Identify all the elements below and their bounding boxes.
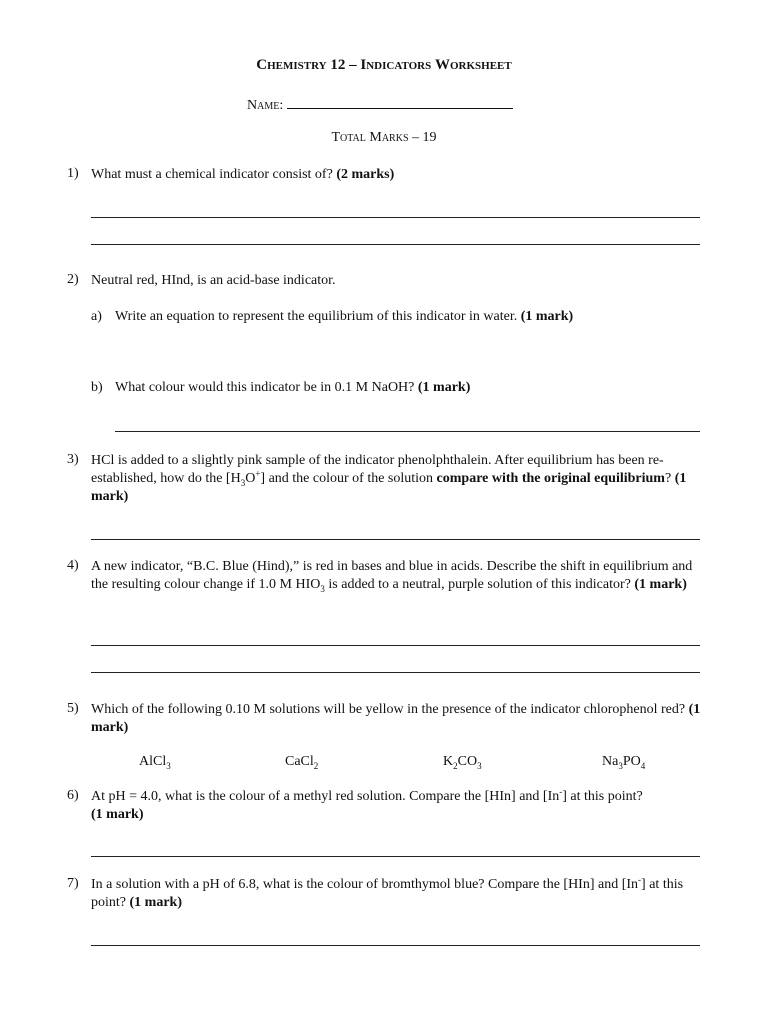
worksheet-title: Chemistry 12 – Indicators Worksheet bbox=[256, 57, 512, 73]
q6-number: 6) bbox=[67, 788, 79, 803]
q4-answer-line-1[interactable] bbox=[91, 645, 700, 646]
q7-answer-line[interactable] bbox=[91, 945, 700, 946]
total-marks: Total Marks – 19 bbox=[331, 130, 437, 145]
q1-answer-line-1[interactable] bbox=[91, 217, 700, 218]
q4-answer-line-2[interactable] bbox=[91, 672, 700, 673]
q2a-label: a) bbox=[91, 309, 102, 324]
name-field bbox=[247, 94, 513, 114]
q6-text: At pH = 4.0, what is the colour of a methyl red solution. Compare the [HIn] and [In-] at this point? (1 mark) bbox=[91, 786, 643, 822]
q3-number: 3) bbox=[67, 452, 79, 467]
q5-text: Which of the following 0.10 M solutions will be yellow in the presence of the indicator chlorophenol red? (1 mark) bbox=[91, 702, 701, 735]
q5-option-k2co3[interactable]: $K_2CO_3$ bbox=[443, 754, 482, 771]
q1-answer-line-2[interactable] bbox=[91, 244, 700, 245]
q3-text: HCl is added to a slightly pink sample of the indicator phenolphthalein. After equilibrium has been re-established, how do the $[H_3O^+]$ and the colour of the solution compare with the original equilibrium? (1 mark) bbox=[91, 453, 687, 504]
q2b-answer-line[interactable] bbox=[115, 431, 700, 432]
q7-number: 7) bbox=[67, 876, 79, 891]
q5-option-alcl3[interactable]: AlCl$_3$ bbox=[139, 754, 171, 771]
q2-number: 2) bbox=[67, 272, 79, 287]
q4-text: A new indicator, “B.C. Blue (Hind),” is red in bases and blue in acids. Describe the shift in equilibrium and the resulting colour change if 1.0 M $HIO_3$ is added to a neutral, purple solution of this indicator? (1 mark) bbox=[91, 559, 693, 594]
name-blank-line[interactable] bbox=[287, 94, 513, 109]
q1-text: What must a chemical indicator consist of? (2 marks) bbox=[91, 167, 395, 182]
q4-number: 4) bbox=[67, 558, 79, 573]
name-label: Name: bbox=[247, 98, 284, 113]
q5-option-na3po4[interactable]: $Na_3PO_4$ bbox=[602, 754, 646, 771]
q3-answer-line[interactable] bbox=[91, 539, 700, 540]
q6-answer-line[interactable] bbox=[91, 856, 700, 857]
q5-option-cacl2[interactable]: CaCl$_2$ bbox=[285, 754, 319, 771]
q2a-text: Write an equation to represent the equilibrium of this indicator in water. (1 mark) bbox=[115, 309, 574, 324]
q7-text: In a solution with a pH of 6.8, what is the colour of bromthymol blue? Compare the [HIn] and [In-] at this point? (1 mark) bbox=[91, 874, 684, 910]
q5-number: 5) bbox=[67, 701, 79, 716]
q2b-text: What colour would this indicator be in 0.1 M NaOH? (1 mark) bbox=[115, 380, 471, 395]
q2-text: Neutral red, HInd, is an acid-base indicator. bbox=[91, 273, 336, 288]
q1-number: 1) bbox=[67, 166, 79, 181]
q2b-label: b) bbox=[91, 380, 103, 395]
